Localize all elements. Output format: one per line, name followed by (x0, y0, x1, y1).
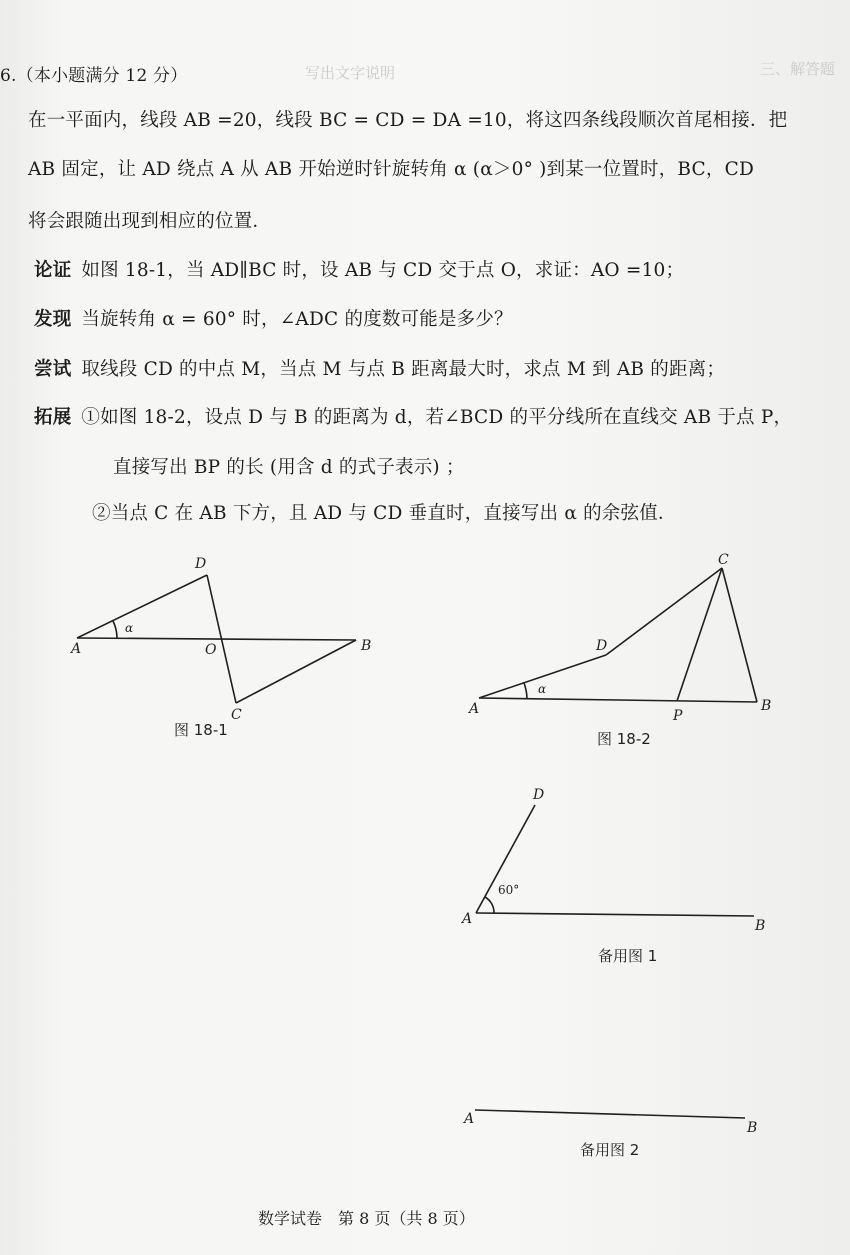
angle-arc-alpha (113, 621, 117, 638)
spare-figure-2-caption: 备用图 2 (580, 1141, 640, 1159)
figure-18-1-caption: 图 18-1 (174, 721, 228, 739)
figure-18-1-diagram (77, 575, 356, 703)
spare-figure-1-caption: 备用图 1 (598, 947, 658, 965)
label-d: D (596, 638, 608, 654)
label-a: A (462, 911, 473, 927)
label-angle-60: 60° (498, 883, 520, 897)
label-b: B (361, 638, 372, 654)
label-a: A (71, 641, 82, 657)
segment-ab (475, 1110, 745, 1118)
segment-cb (236, 640, 356, 703)
segment-ad (77, 575, 207, 638)
problem-header: 6.（本小题满分 12 分） (0, 66, 188, 86)
part-tag: 尝试 (34, 359, 72, 380)
problem-intro-line-2: AB 固定，让 AD 绕点 A 从 AB 开始逆时针旋转角 α (α＞0° )到某一位置时，BC，CD (28, 159, 754, 180)
part-text: 如图 18-1，当 AD∥BC 时，设 AB 与 CD 交于点 O，求证：AO =10； (81, 260, 685, 281)
label-alpha: α (538, 682, 547, 696)
label-d: D (195, 556, 207, 572)
spare-figure-2-diagram (475, 1110, 745, 1118)
label-d: D (533, 787, 545, 803)
figure-18-2-caption: 图 18-2 (597, 730, 651, 748)
label-c: C (231, 707, 242, 723)
segment-cb (722, 568, 757, 702)
bleed-through-text: 写出文字说明 (305, 64, 396, 82)
segment-ab (479, 698, 757, 702)
segment-cp (677, 568, 722, 701)
segment-ab (476, 913, 754, 916)
part-extend-line-3: ②当点 C 在 AB 下方，且 AD 与 CD 垂直时，直接写出 α 的余弦值． (92, 503, 677, 524)
part-extend-line-2: 直接写出 BP 的长 (用含 d 的式子表示) ； (113, 457, 465, 478)
label-a: A (469, 701, 480, 717)
bleed-through-text: 三、解答题 (760, 60, 836, 78)
label-b: B (747, 1120, 758, 1136)
label-b: B (761, 698, 772, 714)
page-footer: 数学试卷 第 8 页（共 8 页） (258, 1209, 475, 1228)
part-tag: 论证 (34, 260, 72, 281)
label-c: C (718, 552, 729, 568)
segment-ab (77, 638, 356, 640)
spare-figure-1-diagram (476, 805, 754, 916)
label-alpha: α (125, 621, 134, 635)
label-p: P (673, 708, 683, 724)
part-text: 取线段 CD 的中点 M，当点 M 与点 B 距离最大时，求点 M 到 AB 的距离； (81, 359, 726, 380)
problem-intro-line-3: 将会跟随出现到相应的位置． (28, 211, 272, 232)
part-text: 当旋转角 α = 60° 时，∠ADC 的度数可能是多少？ (81, 309, 513, 330)
segment-dc (606, 568, 722, 655)
angle-arc-alpha (524, 683, 527, 699)
problem-intro-line-1: 在一平面内，线段 AB =20，线段 BC = CD = DA =10，将这四条线段顺次首尾相接．把 (28, 110, 788, 131)
angle-arc-60 (485, 897, 494, 913)
part-text: ①如图 18-2，设点 D 与 B 的距离为 d，若∠BCD 的平分线所在直线交 AB 于点 P， (81, 407, 793, 428)
label-a: A (464, 1111, 475, 1127)
figure-18-2-diagram (479, 568, 757, 702)
part-tag: 拓展 (34, 407, 72, 428)
label-o: O (205, 642, 217, 658)
part-tag: 发现 (34, 309, 72, 330)
label-b: B (755, 918, 766, 934)
